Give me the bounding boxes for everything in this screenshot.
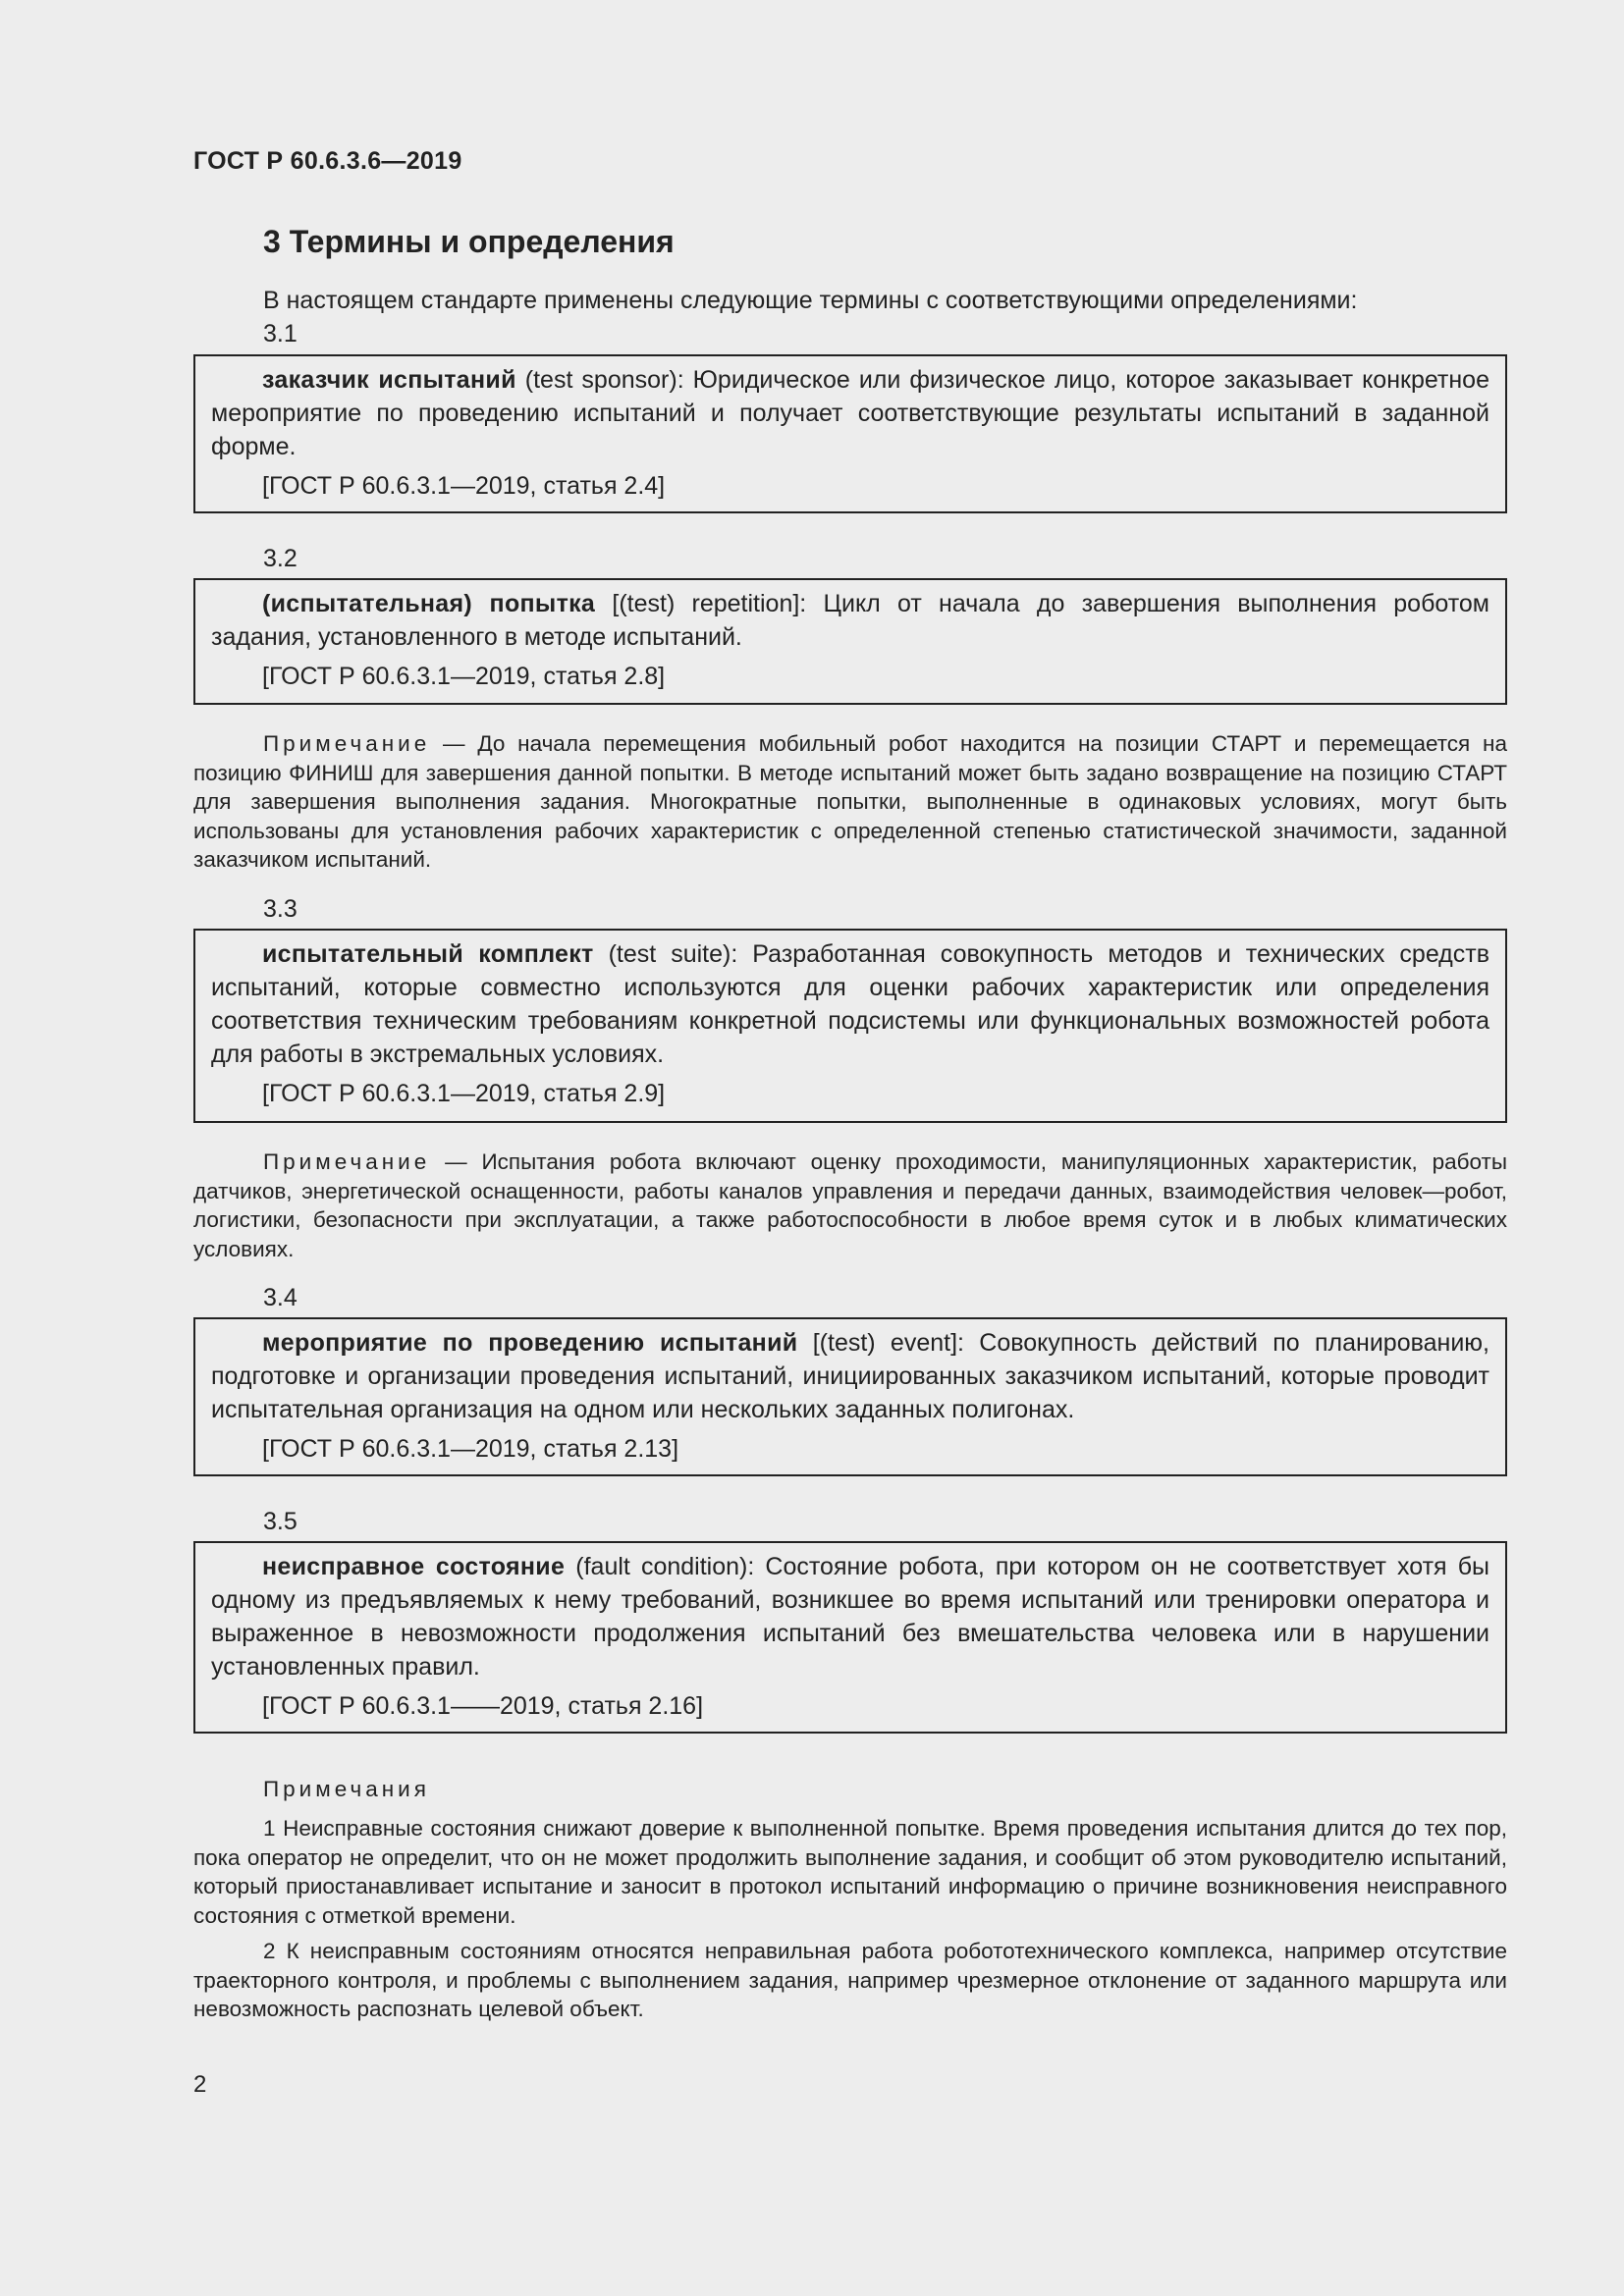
term-number: 3.4 (263, 1284, 298, 1311)
note-block (193, 729, 1507, 875)
term-reference: [ГОСТ Р 60.6.3.1—2019, статья 2.13] (262, 1435, 679, 1463)
term-number: 3.1 (263, 320, 298, 347)
term-name: заказчик испытаний (262, 366, 516, 394)
note-paragraph: 2 К неисправным состояниям относятся неправильная работа робототехнического комплекса, например отсутствие траекторного контроля, и проблемы с выполнением задания, например чрезмерное отклонение от заданного маршрута или невозможность распознать целевой объект. (193, 1939, 1507, 2021)
term-reference: [ГОСТ Р 60.6.3.1—2019, статья 2.9] (262, 1080, 666, 1107)
note-text: — Испытания робота включают оценку проходимости, манипуляционных характеристик, работы датчиков, энергетической оснащенности, работы каналов управления и передачи данных, взаимодействия человек—робот, логистики, безопасности при эксплуатации, а также работоспособности в любое время суток и в любых климатических условиях. (193, 1149, 1507, 1261)
term-number: 3.5 (263, 1508, 298, 1535)
term-name: мероприятие по проведению испытаний (262, 1329, 798, 1357)
term-name: (испытательная) попытка (262, 590, 596, 617)
note-text: — До начала перемещения мобильный робот находится на позиции СТАРТ и перемещается на позицию ФИНИШ для завершения данной попытки. В методе испытаний может быть задано возвращение на позицию СТАРТ для завершения выполнения задания. Многократные попытки, выполненные в одинаковых условиях, могут быть использованы для установления рабочих характеристик с определенной степенью статистической значимости, заданной заказчиком испытаний. (193, 731, 1507, 872)
note-block (193, 1148, 1507, 1263)
term-box (193, 929, 1507, 1123)
term-text: [(test) repetition]: Цикл от начала до завершения выполнения роботом задания, установленного в методе испытаний. (211, 590, 1489, 651)
term-box (193, 1541, 1507, 1734)
term-definition (211, 937, 1489, 1071)
document-code: ГОСТ Р 60.6.3.6—2019 (193, 147, 462, 175)
note-label: Примечание (263, 1149, 431, 1174)
term-reference: [ГОСТ Р 60.6.3.1—2019, статья 2.8] (262, 663, 666, 690)
note-label: Примечание (263, 731, 431, 756)
term-reference: [ГОСТ Р 60.6.3.1——2019, статья 2.16] (262, 1692, 704, 1720)
notes-heading: Примечания (263, 1777, 430, 1801)
term-definition (211, 587, 1489, 654)
term-box (193, 354, 1507, 513)
section-title: 3 Термины и определения (263, 224, 675, 259)
term-text: (test suite): Разработанная совокупность методов и технических средств испытаний, которые совместно используются для оценки рабочих характеристик или определения соответствия техническим требованиям конкретной подсистемы или функциональных возможностей робота для работы в экстремальных условиях. (211, 940, 1490, 1068)
page-number: 2 (193, 2071, 207, 2098)
term-definition (211, 1326, 1489, 1426)
term-box (193, 1317, 1507, 1476)
term-name: испытательный комплект (262, 940, 594, 968)
note-paragraph: 1 Неисправные состояния снижают доверие к выполненной попытке. Время проведения испытания длится до тех пор, пока оператор не определит, что он не может продолжить выполнение задания, и сообщит об этом руководителю испытаний, который приостанавливает испытание и заносит в протокол испытаний информацию о причине возникновения неисправного состояния с отметкой времени. (193, 1816, 1507, 1928)
section-intro: В настоящем стандарте применены следующие термины с соответствующими определениями: (263, 287, 1358, 314)
term-text: (test sponsor): Юридическое или физическое лицо, которое заказывает конкретное мероприятие по проведению испытаний и получает соответствующие результаты испытаний в заданной форме. (211, 366, 1489, 460)
term-number: 3.3 (263, 895, 298, 923)
note-paragraph (193, 729, 1507, 875)
term-box (193, 578, 1507, 705)
term-reference: [ГОСТ Р 60.6.3.1—2019, статья 2.4] (262, 472, 666, 500)
notes-block (193, 1814, 1507, 2024)
note-paragraph (193, 1148, 1507, 1263)
term-definition (211, 1550, 1489, 1683)
term-name: неисправное состояние (262, 1553, 566, 1580)
term-definition (211, 363, 1489, 463)
term-number: 3.2 (263, 545, 298, 572)
term-text: (fault condition): Состояние робота, при котором он не соответствует хотя бы одному из предъявляемых к нему требований, возникшее во время испытаний или тренировки оператора и выраженное в невозможности продолжения испытаний без вмешательства человека или в нарушении установленных правил. (211, 1553, 1489, 1681)
term-text: [(test) event]: Совокупность действий по планированию, подготовке и организации проведения испытаний, инициированных заказчиком испытаний, которые проводит испытательная организация на одном или нескольких заданных полигонах. (211, 1329, 1489, 1423)
